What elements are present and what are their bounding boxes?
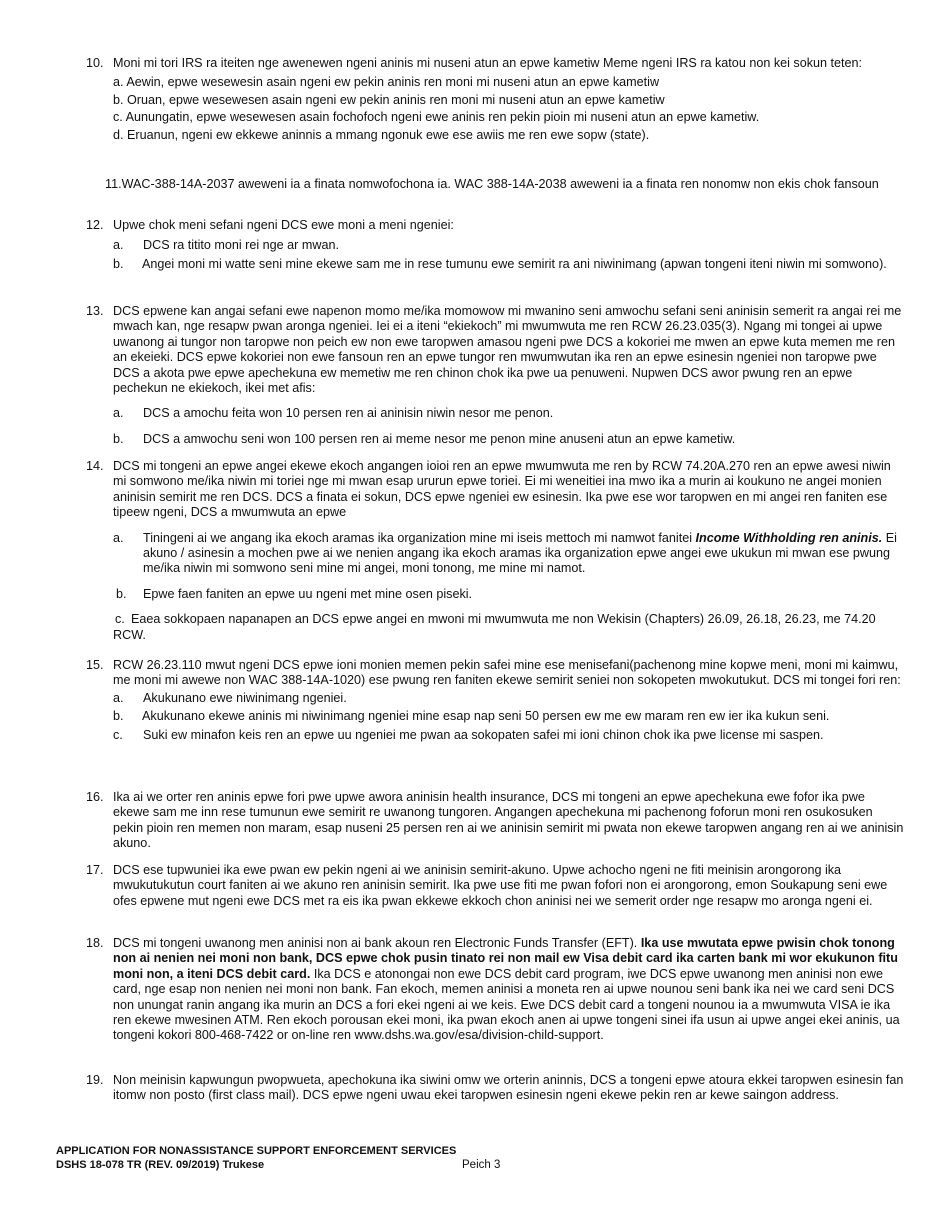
item-number: 19. xyxy=(86,1073,104,1087)
item-text: DCS mi tongeni uwanong men aninisi non ai bank akoun ren Electronic Funds Transfer (EFT). Ika use mwutata epwe pwisin chok tonong non ai nenien nei moni non bank, DCS epwe chok pusin tinato rei non mail ew Visa debit card ika carten bank mi wor ekukunon fitu moni non, a iteni DCS debit card. Ika DCS e atonongai non ewe DCS debit card program, iwe DCS epwe uwanong men aninisi non ewe card, nge esap non nenien nei moni non bank. Fan ekoch, memen aninisi a moneta ren ai upwe nounou seni bank ika nei we card seni DCS non unungat ranin angang ika murin an DCS a fori ekei ngeni ai we keis. Ewe DCS debit card a tongeni nounou ia a mwumwuta VISA ie ika ren ekewe mwesinen ATM. Ren ekoch porousan ekei moni, ika pwan ekoch anen ai upwe tongeni sinei ifa usun ai upwe angei ekei aninis, ua tongeni kokori 800-468-7422 or on-line ren www.dshs.wa.gov/esa/division-child-support. xyxy=(113,936,900,1043)
list-item-12 xyxy=(86,218,904,272)
item-text: Non meinisin kapwungun pwopwueta, apechokuna ika siwini omw we orterin aninnis, DCS a tongeni epwe atoura ekkei taropwen esinesin fan itomw non posto (first class mail). DCS epwe ngeni uwau ekei taropwen esinesin ngeni ekewe pekin ren ar kewe saingon address. xyxy=(113,1073,904,1103)
footer-title: APPLICATION FOR NONASSISTANCE SUPPORT ENFORCEMENT SERVICES xyxy=(56,1145,457,1157)
list-item-17 xyxy=(86,863,904,909)
sub-item: a. Akukunano ewe niwinimang ngeniei. xyxy=(113,690,347,705)
item-number: 13. xyxy=(86,304,104,318)
sub-item: a. Aewin, epwe wesewesin asain ngeni ew pekin aninis ren moni mi nuseni atun an epwe kametiw xyxy=(113,75,660,90)
item-number: 14. xyxy=(86,459,104,473)
list-item-18 xyxy=(86,936,904,1044)
sub-item: a. Tiningeni ai we angang ika ekoch aramas ika organization mine mi iseis mettoch mi namwot fanitei Income Withholding ren aninis. Ei akuno / asinesin a mochen pwe ai we nenien angang ika ekoch aramas ika organization epwe angei ewe ukukun mi mwan ese pwung me/ika niwin mi somwono seni mine mi angei, moni tonong, me mine mi namot. xyxy=(113,530,897,576)
sub-item: b. Oruan, epwe wesewesen asain ngeni ew pekin aninis ren moni mi nuseni atun an epwe kametiw xyxy=(113,92,665,107)
sub-item: b. Akukunano ekewe aninis mi niwinimang ngeniei mine esap nap seni 50 persen ew me ew maram ren ew ier ika kukun seni. xyxy=(113,709,830,724)
item-text: 11.WAC-388-14A-2037 aweweni ia a finata nomwofochona ia. WAC 388-14A-2038 aweweni ia a finata ren nonomw non ekis chok fansoun xyxy=(105,177,879,191)
sub-item: c. Eaea sokkopaen napanapen an DCS epwe angei en mwoni mi mwumwuta me non Wekisin (Chapters) 26.09, 26.18, 26.23, me 74.20 RCW. xyxy=(113,612,876,642)
item-number: 12. xyxy=(86,218,104,232)
list-item-16 xyxy=(86,790,904,852)
list-item-11 xyxy=(86,177,904,192)
item-number: 10. xyxy=(86,56,104,70)
item-number: 17. xyxy=(86,863,104,877)
item-number: 18. xyxy=(86,936,104,950)
list-item-14 xyxy=(86,459,904,643)
footer-form-number: DSHS 18-078 TR (REV. 09/2019) Trukese xyxy=(56,1159,265,1171)
item-text: DCS epwene kan angai sefani ewe napenon momo me/ika momowow mi mwanino seni amwochu sefani seni aninisin semerit ra angai rei me mwach kan, nge resapw pwan aronga ngeniei. Iei ei a iteni “ekiekoch” mi mwumwuta me ren RCW 26.23.035(3). Ngang mi tongei ai upwe uwanong ai tungor non taropwe non peich ew non ewe taropwen amasou ngeni pwe DCS a kokoriei me mwen an epwe kuta memen me ren an ekeieki. DCS epwe kokoriei non ewe fansoun ren an epwe tungor ren mwumwutan ika ren an epwe esinesin ngeniei non taropwe pwe DCS a akota pwe epwe apechekuna ew memetiw me ren chinon chok ika pwe ua penuweni. Nupwen DCS awor pwung ren an epwe pechekun ne ekiekoch, ikei met afis: xyxy=(113,304,902,396)
sub-item: b. Epwe faen faniten an epwe uu ngeni met mine osen piseki. xyxy=(116,586,473,601)
list-item-10 xyxy=(86,56,904,143)
sub-item: a. DCS a amochu feita won 10 persen ren ai aninisin niwin nesor me penon. xyxy=(113,406,554,421)
sub-item: b. DCS a amwochu seni won 100 persen ren ai meme nesor me penon mine anuseni atun an epwe kametiw. xyxy=(113,431,736,446)
item-text: DCS mi tongeni an epwe angei ekewe ekoch angangen ioioi ren an epwe mwumwuta me ren by RCW 74.20A.270 ren an epwe awesi niwin mi somwono me/ika niwin mi toriei nge mi mwan esap ururun epwe toriei. Ei mi weneitiei ina mwo ika a murin ai koukuno ne angei monien aninisin semirit me ren DCS. DCS a finata ei sokun, DCS epwe ngeniei ew esinesin. Ika pwe ese wor taropwen en mi angei ren faniten ese tipeew ngeni, DCS a mwumwuta an epwe xyxy=(113,459,891,520)
item-number: 16. xyxy=(86,790,104,804)
sub-item: d. Eruanun, ngeni ew ekkewe aninnis a mmang ngonuk ewe ese awiis me ren ewe sopw (state). xyxy=(113,127,650,142)
sub-item: b. Angei moni mi watte seni mine ekewe sam me in rese tumunu ewe semirit ra ani niwinimang (apwan tongeni iteni niwin mi somwono). xyxy=(113,256,887,271)
sub-item: c. Aunungatin, epwe wesewesen asain fochofoch ngeni ewe aninis ren pekin pioin mi nuseni atun an epwe kametiw. xyxy=(113,110,760,125)
page-number: Peich 3 xyxy=(462,1159,501,1171)
item-text: Ika ai we orter ren aninis epwe fori pwe upwe awora aninisin health insurance, DCS mi tongeni an epwe apechekuna ewe fofor ika pwe ekewe sam me inn rese tumunun ewe semirit re uwanong tungoren. Angangen apechekuna mi pachenong foforun moni ren osukosuken pekin pioin ren memen non maram, esap nuseni 25 persen ren ai we aninisin semirit mi pwata non ekewe taropwen angang ren ai we aninisin akuno. xyxy=(113,790,904,851)
item-text: RCW 26.23.110 mwut ngeni DCS epwe ioni monien memen pekin safei mine ese menisefani(pachenong mine kopwe meni, moni mi kaimwu, me moni mi awewe non WAC 388-14A-1020) ese pwung ren faniten ekewe semirit seniei non sokopeten mwokutukut. DCS mi tongei fori ren: xyxy=(113,658,901,688)
item-text: DCS ese tupwuniei ika ewe pwan ew pekin ngeni ai we aninisin semirit-akuno. Upwe achocho ngeni ne fiti meinisin arongorong ika mwukutukutun court faniten ai we akuno ren aninisin semirit. Ika pwe use fiti me pwan fofori non ei arongorong, emon Soukapung seni ewe ofes epwene mut ngeni ewe DCS met ra eis ika pwan ekkewe ekkoch chon aninisi nei we semerit order nge resapw mo aronga ngeni ei. xyxy=(113,863,888,908)
item-text: Upwe chok meni sefani ngeni DCS ewe moni a meni ngeniei: xyxy=(113,218,454,232)
item-number: 15. xyxy=(86,658,104,672)
page-footer xyxy=(56,1144,456,1172)
sub-item: c. Suki ew minafon keis ren an epwe uu ngeniei me pwan aa sokopaten safei mi ioni chinon chok ika pwe license mi saspen. xyxy=(113,727,824,742)
sub-item: a. DCS ra titito moni rei nge ar mwan. xyxy=(113,238,339,253)
list-item-13 xyxy=(86,304,904,447)
list-item-19 xyxy=(86,1073,904,1104)
item-text: Moni mi tori IRS ra iteiten nge awenewen ngeni aninis mi nuseni atun an epwe kametiw Meme ngeni IRS ra katou non kei sokun teten: xyxy=(113,56,863,70)
list-item-15 xyxy=(86,658,904,743)
